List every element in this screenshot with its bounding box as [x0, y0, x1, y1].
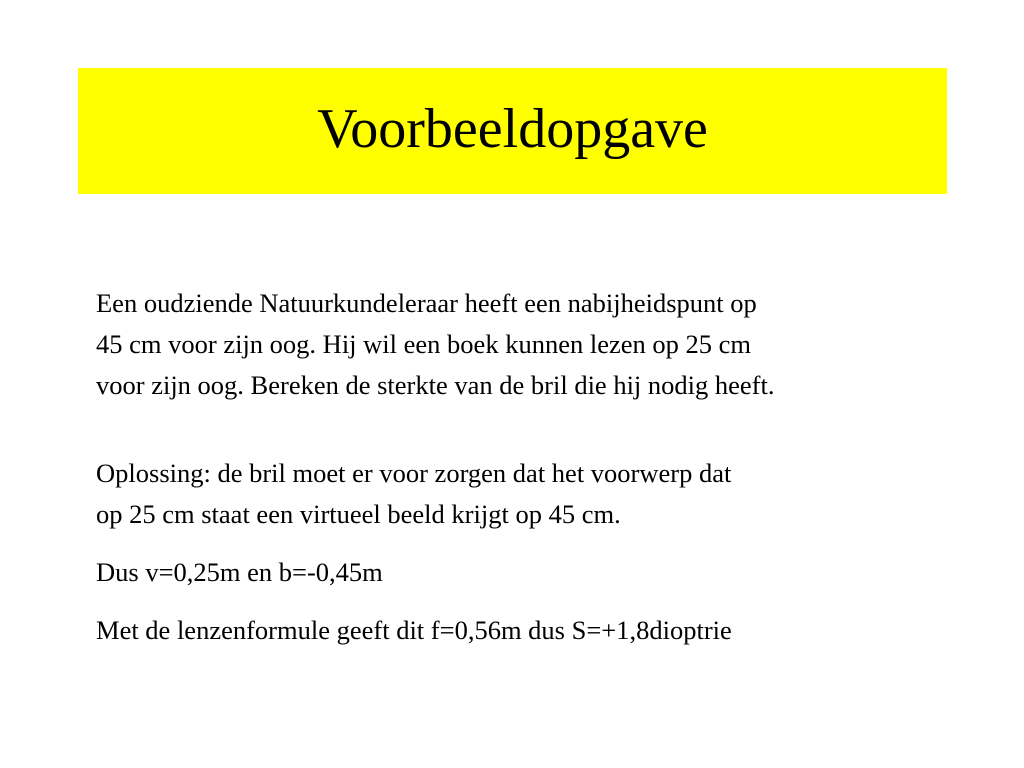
- problem-line: 45 cm voor zijn oog. Hij wil een boek kunnen lezen op 25 cm: [96, 329, 751, 359]
- problem-line: Een oudziende Natuurkundeleraar heeft een nabijheidspunt op: [96, 288, 757, 318]
- title-banner: [78, 68, 947, 194]
- solution-line: op 25 cm staat een virtueel beeld krijgt op 45 cm.: [96, 499, 621, 529]
- solution: [96, 453, 996, 535]
- problem-statement: [96, 283, 996, 406]
- solution-line: Oplossing: de bril moet er voor zorgen dat het voorwerp dat: [96, 458, 732, 488]
- slide-title: Voorbeeldopgave: [317, 98, 708, 160]
- given-values: Dus v=0,25m en b=-0,45m: [96, 557, 383, 587]
- problem-line: voor zijn oog. Bereken de sterkte van de bril die hij nodig heeft.: [96, 370, 775, 400]
- conclusion: Met de lenzenformule geeft dit f=0,56m dus S=+1,8dioptrie: [96, 615, 732, 645]
- slide-body: [96, 283, 996, 651]
